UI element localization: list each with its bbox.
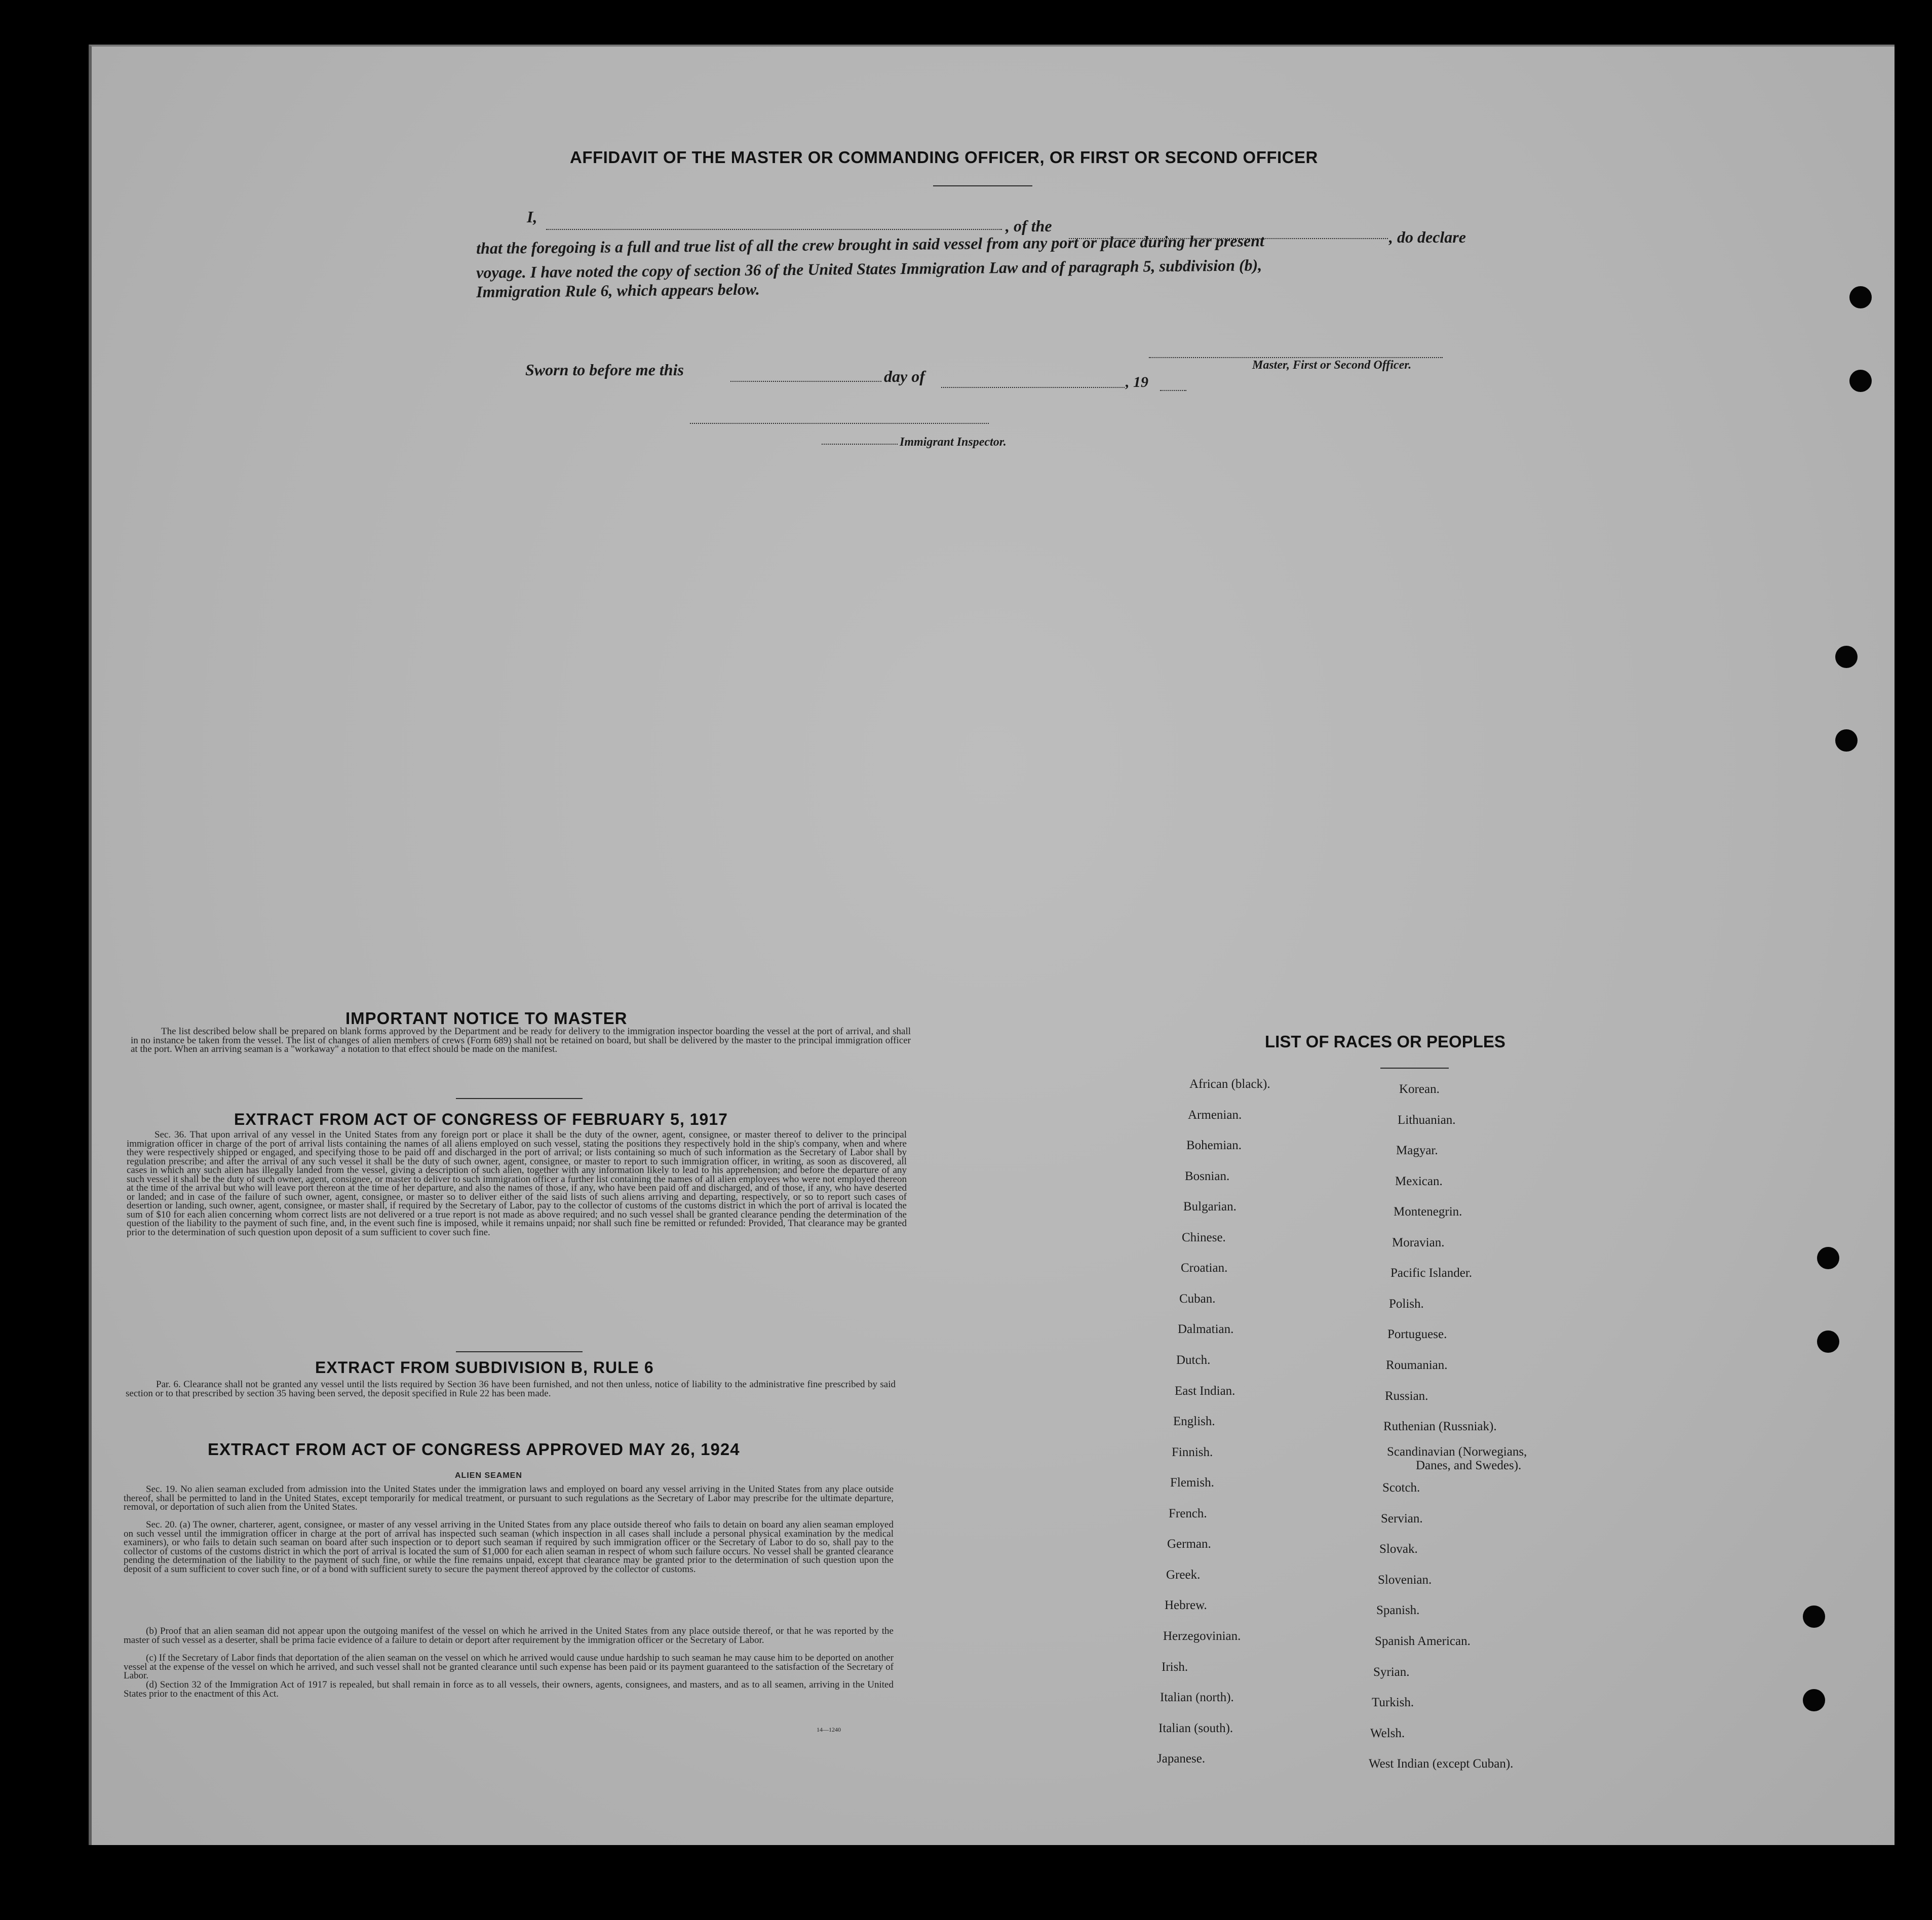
extract-rule6-title: EXTRACT FROM SUBDIVISION B, RULE 6: [315, 1358, 654, 1377]
punch-hole: [1849, 286, 1872, 308]
race-item: Dalmatian.: [1178, 1322, 1234, 1336]
race-item: Slovenian.: [1378, 1573, 1432, 1587]
extract-1924-sec20d: (d) Section 32 of the Immigration Act of 1917 is repealed, but shall remain in force as to all vessels, their owners, agents, consignees, and masters, and as to all seamen, arriving in the United States prior to the enactment of this Act.: [124, 1679, 894, 1699]
sworn-day-blank[interactable]: [730, 381, 881, 382]
affidavit-of-the-label: , of the: [1006, 217, 1052, 235]
extract-1917-title: EXTRACT FROM ACT OF CONGRESS OF FEBRUARY 5, 1917: [234, 1110, 728, 1128]
race-item: Turkish.: [1372, 1696, 1414, 1709]
race-item: Portuguese.: [1387, 1327, 1447, 1341]
race-item: Magyar.: [1396, 1144, 1438, 1157]
sworn-month-blank[interactable]: [941, 387, 1125, 388]
race-item: Bosnian.: [1185, 1169, 1230, 1183]
sworn-year-blank[interactable]: [1160, 390, 1186, 391]
race-item: Polish.: [1389, 1297, 1424, 1311]
punch-hole: [1803, 1605, 1825, 1628]
race-item: Croatian.: [1181, 1261, 1228, 1275]
sworn-year-label: , 19: [1126, 374, 1148, 390]
race-item: Syrian.: [1373, 1665, 1410, 1679]
race-item: Spanish.: [1376, 1603, 1420, 1617]
race-item: Lithuanian.: [1398, 1113, 1456, 1127]
punch-hole: [1835, 646, 1858, 668]
affidavit-i-label: I,: [527, 208, 537, 226]
inspector-label: Immigrant Inspector.: [900, 436, 1007, 449]
affidavit-line-4: Immigration Rule 6, which appears below.: [476, 280, 760, 301]
notice-body: The list described below shall be prepared on blank forms approved by the Department and be ready for delivery to the immigration inspector boarding the vessel at the port of arrival, and shall in no instance be taken from the vessel. The list of changes of alien members of crews (Form 689) shall not be retained on board, but shall be delivered by the master to the principal immigration officer at the port. When an arriving seaman is a "workaway" a notation to that effect should be made on the manifest.: [131, 1026, 911, 1054]
race-item: Servian.: [1381, 1512, 1423, 1525]
race-item: Finnish.: [1172, 1445, 1213, 1459]
race-item: Montenegrin.: [1394, 1205, 1462, 1219]
inspector-signature-blank[interactable]: [690, 423, 989, 424]
race-item: Slovak.: [1379, 1542, 1418, 1556]
signature-blank[interactable]: [1149, 357, 1443, 358]
race-item: Korean.: [1399, 1082, 1440, 1096]
divider: [456, 1098, 583, 1099]
signature-label: Master, First or Second Officer.: [1252, 359, 1412, 372]
notice-title: IMPORTANT NOTICE TO MASTER: [345, 1009, 628, 1028]
affidavit-declare-label: , do declare: [1389, 228, 1466, 246]
races-title: LIST OF RACES OR PEOPLES: [1265, 1032, 1505, 1051]
alien-seamen-subtitle: ALIEN SEAMEN: [455, 1471, 522, 1480]
race-item: English.: [1173, 1415, 1215, 1428]
sworn-label: Sworn to before me this: [525, 361, 684, 379]
divider: [1380, 1068, 1449, 1069]
divider: [933, 185, 1032, 186]
race-item: Hebrew.: [1165, 1598, 1207, 1612]
race-item: East Indian.: [1175, 1384, 1235, 1398]
inspector-blank[interactable]: [822, 444, 898, 445]
race-item: Roumanian.: [1386, 1358, 1448, 1372]
race-item: African (black).: [1189, 1077, 1270, 1091]
affidavit-title: AFFIDAVIT OF THE MASTER OR COMMANDING OFFICER, OR FIRST OR SECOND OFFICER: [570, 148, 1318, 167]
race-item: Welsh.: [1370, 1727, 1405, 1740]
race-item: Spanish American.: [1375, 1634, 1471, 1648]
race-item: Scotch.: [1382, 1481, 1420, 1495]
race-item: Mexican.: [1395, 1174, 1443, 1188]
race-item: Japanese.: [1157, 1752, 1206, 1766]
extract-rule6-body: Par. 6. Clearance shall not be granted any vessel until the lists required by Section 36 have been furnished, and not then unless, notice of liability to the administrative fine prescribed by said section or to that prescribed by section 35 having been served, the deposit specified in Rule 22 has been made.: [126, 1379, 896, 1399]
race-item: Italian (south).: [1158, 1721, 1233, 1735]
extract-1917-body: Sec. 36. That upon arrival of any vessel in the United States from any foreign port or place it shall be the duty of the owner, agent, consignee, or master thereof to deliver to the principal immigration officer in charge of the port of arrival lists containing the names of all aliens employed on such vessel, stating the positions they respectively hold in the ship's company, when and where they were respectively shipped or engaged, and specifying those to be paid off and discharged in the port of arrival; or lists containing so much of such information as the Secretary of Labor shall by regulation prescribe; and after the arrival of any such vessel it shall be the duty of such owner, agent, consignee, or master to report to such immigration officer, in writing, as soon as discovered, all cases in which any such alien has illegally landed from the vessel, giving a description of such alien, together with any information likely to lead to his apprehension; and before the departure of any such vessel it shall be the duty of such owner, agent, consignee, or master to deliver to such immigration officer a further list containing the names of all alien employees who were not employed thereon at the time of the arrival but who will leave port thereon at the time of her departure, and also the names of those, if any, who have been paid off and discharged, and of those, if any, who have deserted or landed; and in case of the failure of such owner, agent, consignee, or master so to deliver either of the said lists of such aliens arriving and departing, respectively, or so to report such cases of desertion or landing, such owner, agent, consignee, or master shall, if required by the Secretary of Labor, pay to the collector of customs of the customs district in which the port of arrival is located the sum of $10 for each alien concerning whom correct lists are not delivered or a true report is not made as above required; and no such vessel shall be granted clearance pending the determination of the question of the liability to the payment of such fine, and, in the event such fine is imposed, while it remains unpaid; nor shall such fine be remitted or refunded: Provided, That clearance may be granted prior to the determination of such question upon deposit of a sum sufficient to cover such fine.: [127, 1129, 907, 1238]
race-item: Armenian.: [1188, 1108, 1242, 1122]
race-item: West Indian (except Cuban).: [1369, 1757, 1514, 1771]
extract-1924-sec20b: (b) Proof that an alien seaman did not appear upon the outgoing manifest of the vessel on which he arrived in the United States from any place outside thereof, or that he was reported by the master of such vessel as a deserter, shall be prima facie evidence of a failure to detain or deport after requirement by the immigration officer or the Secretary of Labor.: [124, 1626, 894, 1645]
race-item: Danes, and Swedes).: [1416, 1459, 1522, 1472]
race-item: Chinese.: [1182, 1231, 1226, 1244]
divider: [456, 1351, 583, 1352]
race-item: Russian.: [1385, 1389, 1428, 1403]
affidavit-line-3: voyage. I have noted the copy of section 36 of the United States Immigration Law and of paragraph 5, subdivision (b),: [476, 256, 1262, 282]
extract-1924-title: EXTRACT FROM ACT OF CONGRESS APPROVED MAY 26, 1924: [208, 1440, 740, 1459]
race-item: Flemish.: [1170, 1476, 1214, 1490]
affidavit-line-2: that the foregoing is a full and true list of all the crew brought in said vessel from any port or place during her present: [476, 231, 1264, 257]
race-item: Irish.: [1162, 1660, 1188, 1674]
race-item: Pacific Islander.: [1390, 1266, 1473, 1280]
race-item: German.: [1167, 1537, 1211, 1551]
sworn-day-of-label: day of: [884, 367, 925, 385]
race-item: French.: [1169, 1507, 1207, 1520]
punch-hole: [1817, 1247, 1839, 1269]
form-number: 14—1240: [817, 1726, 841, 1733]
race-item: Dutch.: [1176, 1353, 1211, 1367]
punch-hole: [1835, 729, 1858, 752]
extract-1924-sec20c: (c) If the Secretary of Labor finds that deportation of the alien seaman on the vessel on which he arrived would cause undue hardship to such seaman he may cause him to be deported on another vessel at the expense of the vessel on which he arrived, and such vessel shall not be granted clearance until such expense has been paid or its payment guaranteed to the satisfaction of the Secretary of Labor.: [124, 1653, 894, 1681]
race-item: Herzegovinian.: [1163, 1629, 1241, 1643]
race-item: Ruthenian (Russniak).: [1383, 1420, 1497, 1433]
punch-hole: [1803, 1689, 1825, 1711]
race-item: Bohemian.: [1186, 1139, 1242, 1152]
race-item: Italian (north).: [1160, 1691, 1234, 1704]
race-item: Scandinavian (Norwegians,: [1387, 1445, 1527, 1459]
extract-1924-sec19: Sec. 19. No alien seaman excluded from admission into the United States under the immigration laws and employed on board any vessel arriving in the United States from any place outside thereof, shall be permitted to land in the United States, except temporarily for medical treatment, or pursuant to such regulations as the Secretary of Labor may prescribe for the ultimate departure, removal, or deportation of such alien from the United States.: [124, 1484, 894, 1512]
extract-1924-sec20a: Sec. 20. (a) The owner, charterer, agent, consignee, or master of any vessel arriving in the United States from any place outside thereof who fails to detain on board any alien seaman employed on such vessel until the immigration officer in charge at the port of arrival has inspected such seaman (which inspection in all cases shall include a personal physical examination by the medical examiners), or who fails to detain such seaman on board after such inspection or to deport such seaman if required by such immigration officer or the Secretary of Labor to do so, shall pay to the collector of customs of the customs district in which the port of arrival is located the sum of $1,000 for each alien seaman in respect of whom such failure occurs. No vessel shall be granted clearance pending the determination of the liability to the payment of such fine, or while the fine remains unpaid, except that clearance may be granted prior to the determination of such question upon the deposit of a sum sufficient to cover such fine, or of a bond with sufficient surety to secure the payment thereof approved by the collector of customs.: [124, 1519, 894, 1575]
race-item: Bulgarian.: [1183, 1200, 1237, 1213]
punch-hole: [1817, 1330, 1839, 1353]
race-item: Moravian.: [1392, 1236, 1445, 1249]
punch-hole: [1849, 370, 1872, 392]
race-item: Cuban.: [1179, 1292, 1216, 1306]
name-blank[interactable]: [546, 229, 1002, 230]
form-sheet: [89, 45, 1895, 1845]
race-item: Greek.: [1166, 1568, 1201, 1582]
